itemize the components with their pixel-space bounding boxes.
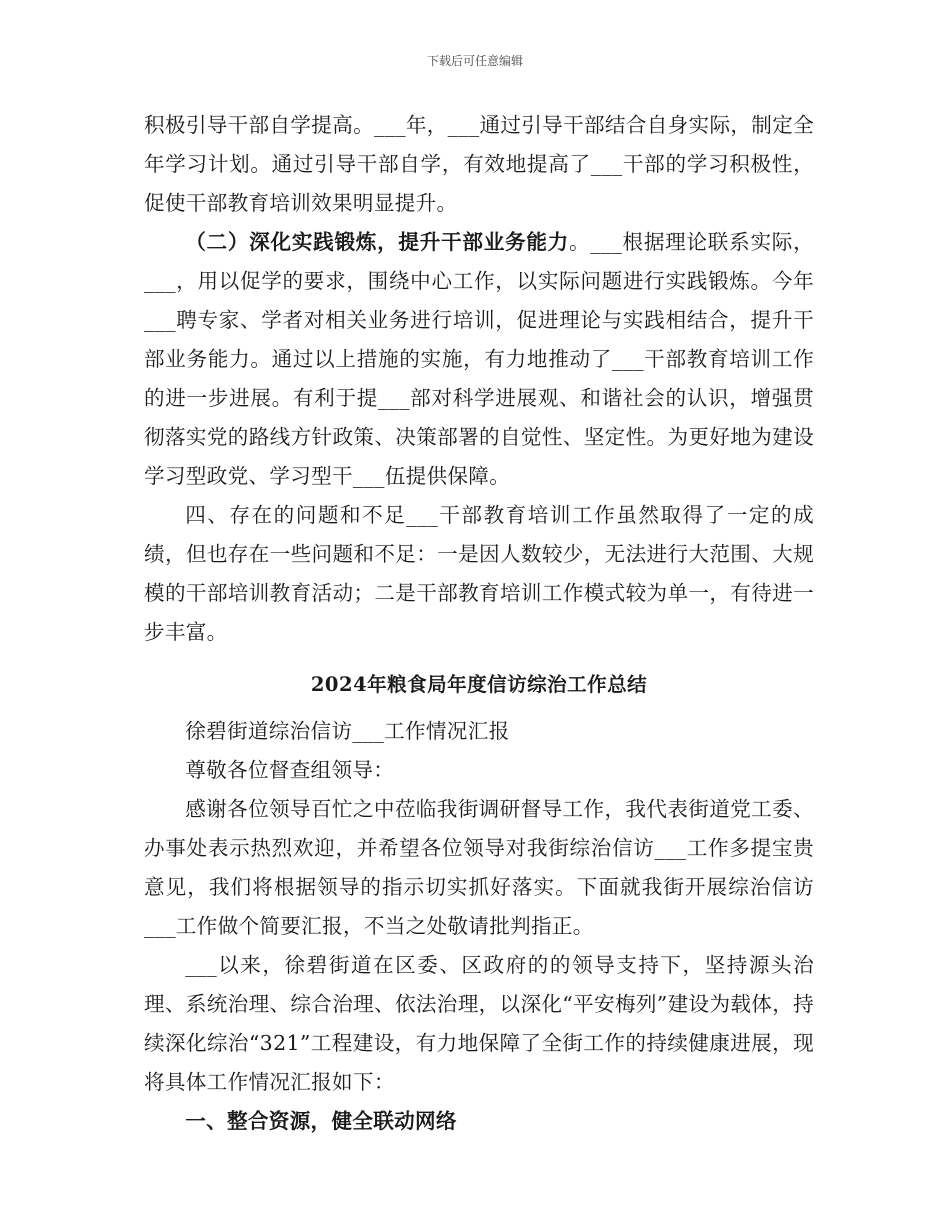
- paragraph-4: 徐碧街道综治信访___工作情况汇报: [185, 719, 510, 743]
- paragraph-2-heading: （二）深化实践锻炼，提升干部业务能力: [185, 230, 569, 254]
- paragraph-6: 感谢各位领导百忙之中莅临我街调研督导工作，我代表街道党工委、办事处表示热烈欢迎，并希望各位领导对我街综治信访___工作多提宝贵意见，我们将根据领导的指示切实抓好落实。下面就我街开展综治信访___工作做个简要汇报，不当之处敬请批判指正。: [144, 797, 814, 938]
- paragraph-5: 尊敬各位督查组领导：: [185, 758, 395, 782]
- section-heading-1: 一、整合资源，健全联动网络: [185, 1109, 457, 1133]
- paragraph-2: [144, 223, 814, 496]
- document-body: [144, 106, 814, 1141]
- paragraph-7: ___以来，徐碧街道在区委、区政府的的领导支持下，坚持源头治理、系统治理、综合治理、依法治理，以深化“平安梅列”建设为载体，持续深化综治“321”工程建设，有力地保障了全街工作的持续健康进展，现将具体工作情况汇报如下：: [144, 953, 814, 1094]
- paragraph-3: 四、存在的问题和不足___干部教育培训工作虽然取得了一定的成绩，但也存在一些问题和不足：一是因人数较少，无法进行大范围、大规模的干部培训教育活动；二是干部教育培训工作模式较为单一，有待进一步丰富。: [144, 503, 814, 644]
- page-header: 下载后可任意编辑: [426, 54, 523, 68]
- paragraph-1: 积极引导干部自学提高。___年，___通过引导干部结合自身实际，制定全年学习计划。通过引导干部自学，有效地提高了___干部的学习积极性，促使干部教育培训效果明显提升。: [144, 113, 814, 215]
- paragraph-2-body: 。___根据理论联系实际，___，用以促学的要求，围绕中心工作，以实际问题进行实践锻炼。今年___聘专家、学者对相关业务进行培训，促进理论与实践相结合，提升干部业务能力。通过以上措施的实施，有力地推动了___干部教育培训工作的进一步进展。有利于提___部对科学进展观、和谐社会的认识，增强贯彻落实党的路线方针政策、决策部署的自觉性、坚定性。为更好地为建设学习型政党、学习型干___伍提供保障。: [144, 230, 814, 488]
- document-title: 2024年粮食局年度信访综治工作总结: [310, 673, 648, 696]
